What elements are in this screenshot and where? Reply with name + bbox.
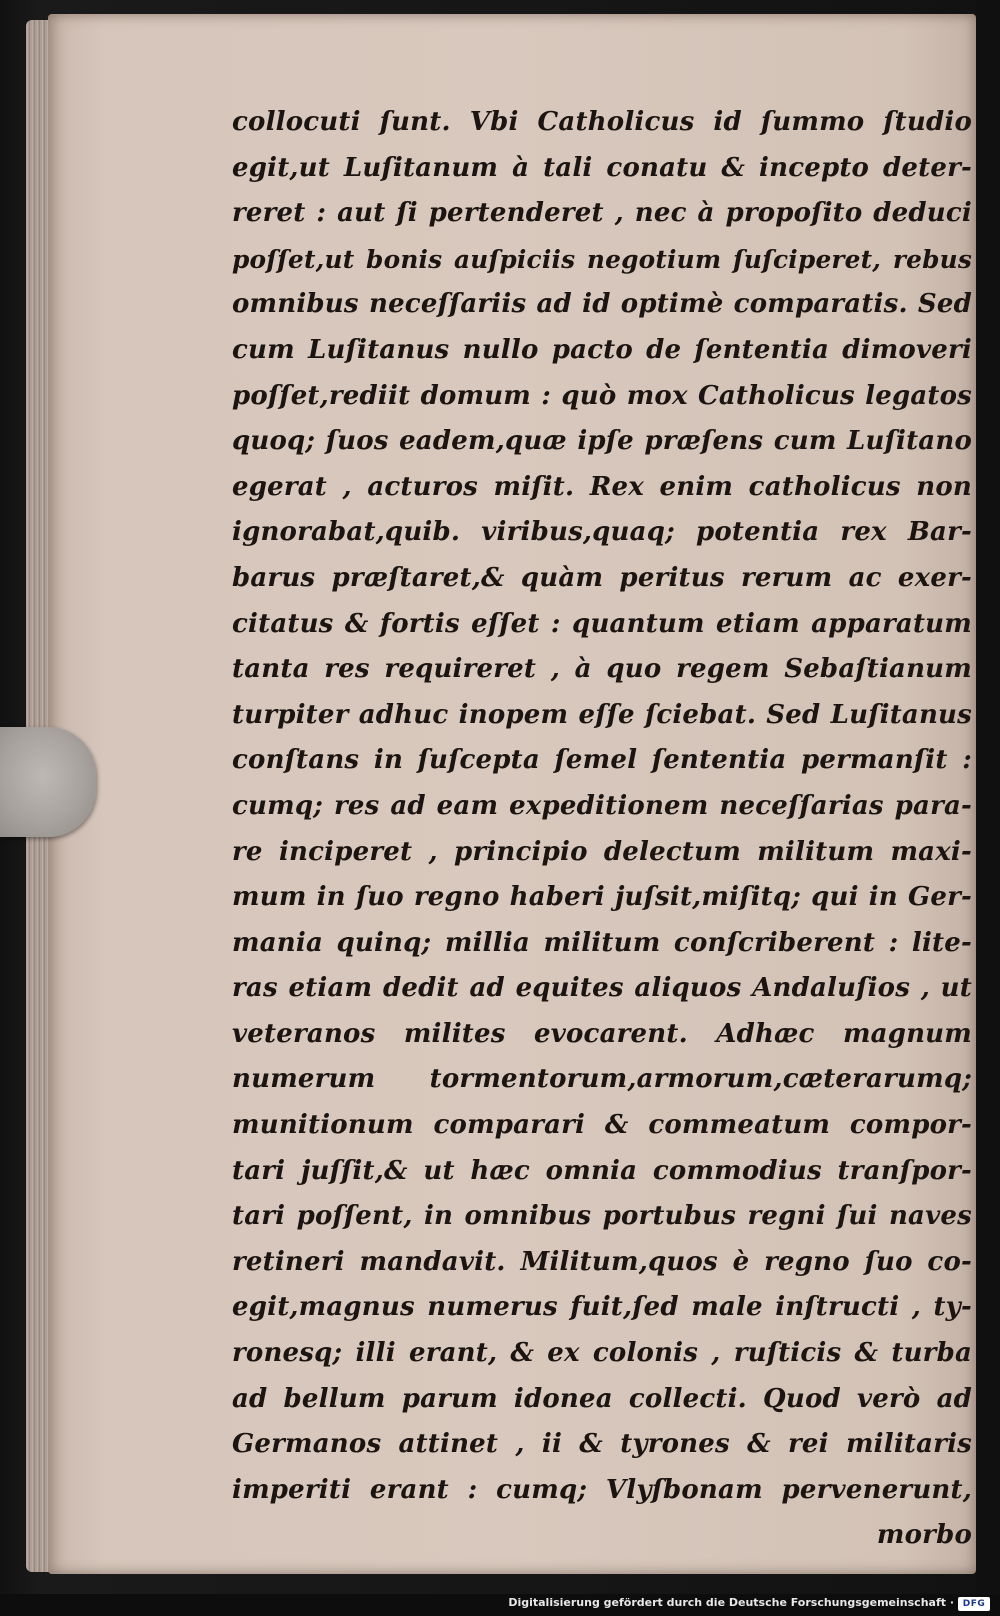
text-line-15: conſtans in ſuſcepta ſemel ſententia permanſit :: [232, 745, 972, 776]
text-line-26: retineri mandavit. Militum,quos è regno ſuo co-: [232, 1246, 972, 1277]
text-line-25: tari poſſent, in omnibus portubus regni ſui naves: [232, 1201, 972, 1232]
text-line-6: cum Luſitanus nullo pacto de ſententia dimoveri: [232, 334, 972, 365]
text-line-9: egerat , acturos miſit. Rex enim catholicus non: [232, 471, 972, 502]
funding-notice: Digitalisierung gefördert durch die Deutsche Forschungsgemeinschaft ·: [508, 1596, 954, 1609]
digitization-footer: [0, 1594, 1000, 1616]
text-line-7: poſſet,rediit domum : quò mox Catholicus legatos: [232, 380, 972, 411]
text-line-14: turpiter adhuc inopem eſſe ſciebat. Sed Luſitanus: [232, 699, 972, 730]
text-line-20: ras etiam dedit ad equites aliquos Andaluſios , ut: [232, 973, 972, 1004]
text-line-12: citatus & fortis eſſet : quantum etiam apparatum: [232, 608, 972, 639]
text-line-18: mum in ſuo regno haberi juſsit,miſitq; qui in Ger-: [232, 882, 972, 913]
text-line-27: egit,magnus numerus fuit,ſed male inſtructi , ty-: [232, 1292, 972, 1323]
catchword: morbo: [876, 1520, 972, 1551]
text-line-2: egit,ut Luſitanum à tali conatu & incepto deter-: [232, 152, 972, 183]
text-line-1: collocuti ſunt. Vbi Catholicus id ſummo ſtudio: [232, 107, 972, 137]
text-line-31: imperiti erant : cumq; Vlyſbonam pervenerunt,: [232, 1474, 972, 1505]
text-line-11: barus præſtaret,& quàm peritus rerum ac exer-: [232, 562, 972, 593]
text-line-10: ignorabat,quib. viribus,quaq; potentia rex Bar-: [232, 517, 972, 548]
text-line-19: mania quinq; millia militum conſcriberent : lite-: [232, 927, 972, 958]
text-line-23: munitionum comparari & commeatum compor-: [232, 1110, 972, 1141]
text-line-4: poſſet,ut bonis auſpiciis negotium ſuſciperet, rebus: [232, 244, 972, 274]
scan-right-edge: [976, 0, 1000, 1616]
text-line-3: reret : aut ſi pertenderet , nec à propoſito deduci: [232, 198, 972, 229]
text-line-17: re inciperet , principio delectum militum maxi-: [232, 836, 972, 867]
text-line-30: Germanos attinet , ii & tyrones & rei militaris: [232, 1429, 972, 1460]
text-line-22: numerum tormentorum,armorum,cæterarumq;: [232, 1064, 972, 1095]
dfg-logo: DFG: [958, 1597, 990, 1611]
text-line-8: quoq; ſuos eadem,quæ ipſe præſens cum Luſitano: [232, 426, 972, 457]
text-line-16: cumq; res ad eam expeditionem neceſſarias para-: [232, 790, 972, 821]
text-line-24: tari juſſit,& ut hæc omnia commodius tranſpor-: [232, 1155, 972, 1186]
text-line-28: ronesq; illi erant, & ex colonis , ruſticis & turba: [232, 1338, 972, 1369]
page-clip-holder: [0, 727, 96, 837]
text-line-5: omnibus neceſſariis ad id optimè comparatis. Sed: [232, 289, 972, 320]
text-line-13: tanta res requireret , à quo regem Sebaſtianum: [232, 654, 972, 685]
page-text-block: [232, 100, 972, 1559]
text-line-21: veteranos milites evocarent. Adhæc magnum: [232, 1018, 972, 1049]
text-line-29: ad bellum parum idonea collecti. Quod verò ad: [232, 1383, 972, 1414]
